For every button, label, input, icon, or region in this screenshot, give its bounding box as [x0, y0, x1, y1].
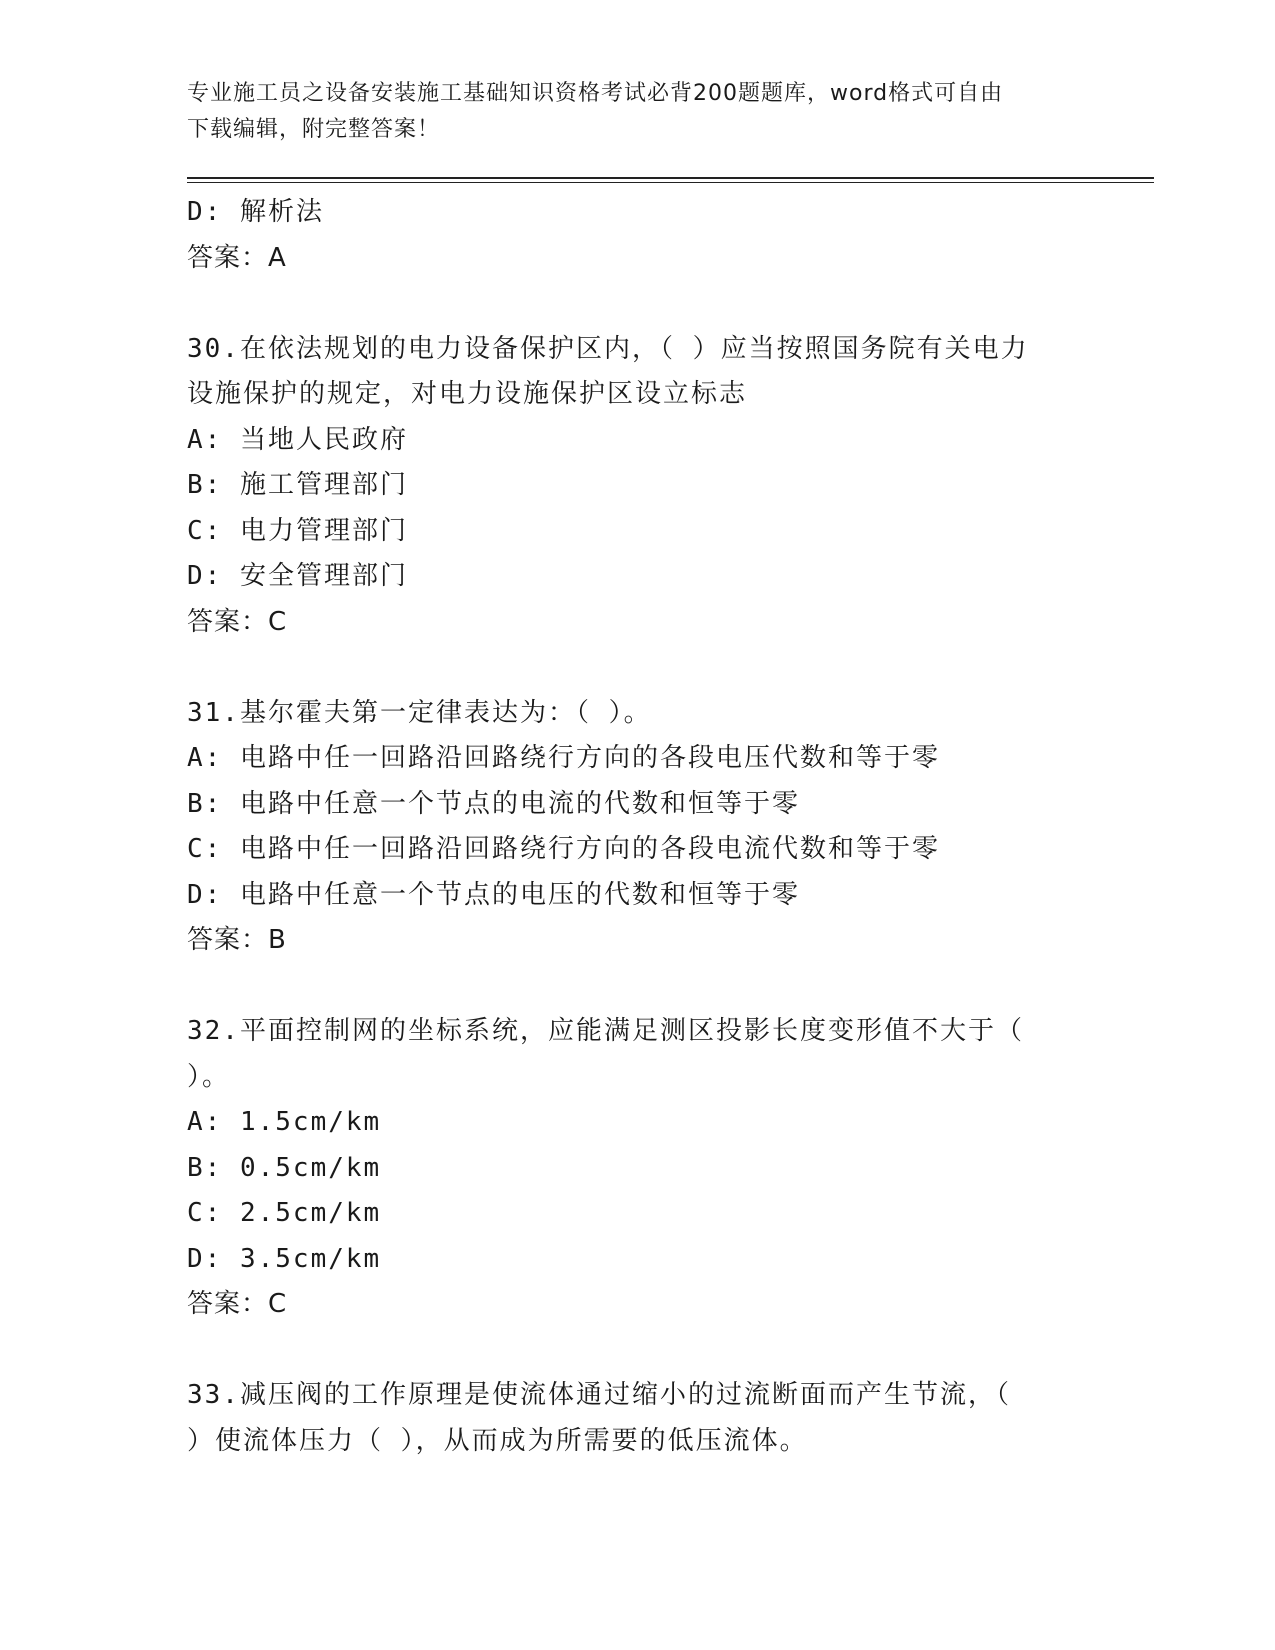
question-33 [187, 1373, 1087, 1464]
question-text-line: ）使流体压力（ ），从而成为所需要的低压流体。 [187, 1425, 808, 1456]
answer: 答案：A [187, 242, 287, 273]
question-text-line: 30.在依法规划的电力设备保护区内，（ ）应当按照国务院有关电力 [187, 333, 1029, 364]
spacer [187, 645, 1087, 691]
question-text-line: 31.基尔霍夫第一定律表达为：（ ）。 [187, 697, 652, 728]
answer: 答案：C [187, 606, 288, 637]
spacer [187, 1328, 1087, 1374]
header-divider-thick [187, 177, 1154, 179]
option-d: D: 安全管理部门 [187, 561, 408, 591]
option-c: C: 电路中任一回路沿回路绕行方向的各段电流代数和等于零 [187, 834, 940, 864]
answer: 答案：B [187, 925, 287, 955]
question-text-line: 设施保护的规定，对电力设施保护区设立标志 [187, 379, 748, 409]
document-body [187, 190, 1087, 1464]
header-title-line-2: 下载编辑，附完整答案！ [187, 117, 441, 142]
spacer [187, 281, 1087, 327]
option-c: C: 2.5cm/km [187, 1198, 382, 1228]
prev-question-tail [187, 190, 1087, 281]
question-text-line: 33.减压阀的工作原理是使流体通过缩小的过流断面而产生节流，（ [187, 1380, 1011, 1410]
answer: 答案：C [187, 1289, 288, 1319]
header-title-line-1: 专业施工员之设备安装施工基础知识资格考试必背200题题库，word格式可自由 [187, 81, 1004, 106]
option-b: B: 电路中任意一个节点的电流的代数和恒等于零 [187, 788, 800, 819]
question-text-line: 32.平面控制网的坐标系统，应能满足测区投影长度变形值不大于（ [187, 1016, 1024, 1046]
option-a: A: 电路中任一回路沿回路绕行方向的各段电压代数和等于零 [187, 743, 940, 773]
question-31 [187, 691, 1087, 964]
option-a: A: 1.5cm/km [187, 1107, 382, 1137]
question-30 [187, 327, 1087, 646]
page-header [187, 76, 1087, 148]
question-text-line: ）。 [187, 1061, 231, 1092]
option-a: A: 当地人民政府 [187, 424, 408, 455]
option-b: B: 0.5cm/km [187, 1152, 382, 1183]
option-d: D: 3.5cm/km [187, 1243, 382, 1274]
option-b: B: 施工管理部门 [187, 470, 408, 500]
option-d: D: 解析法 [187, 197, 324, 227]
option-d: D: 电路中任意一个节点的电压的代数和恒等于零 [187, 879, 800, 910]
spacer [187, 964, 1087, 1010]
header-divider-thin [187, 182, 1154, 183]
option-c: C: 电力管理部门 [187, 515, 408, 546]
question-32 [187, 1009, 1087, 1328]
